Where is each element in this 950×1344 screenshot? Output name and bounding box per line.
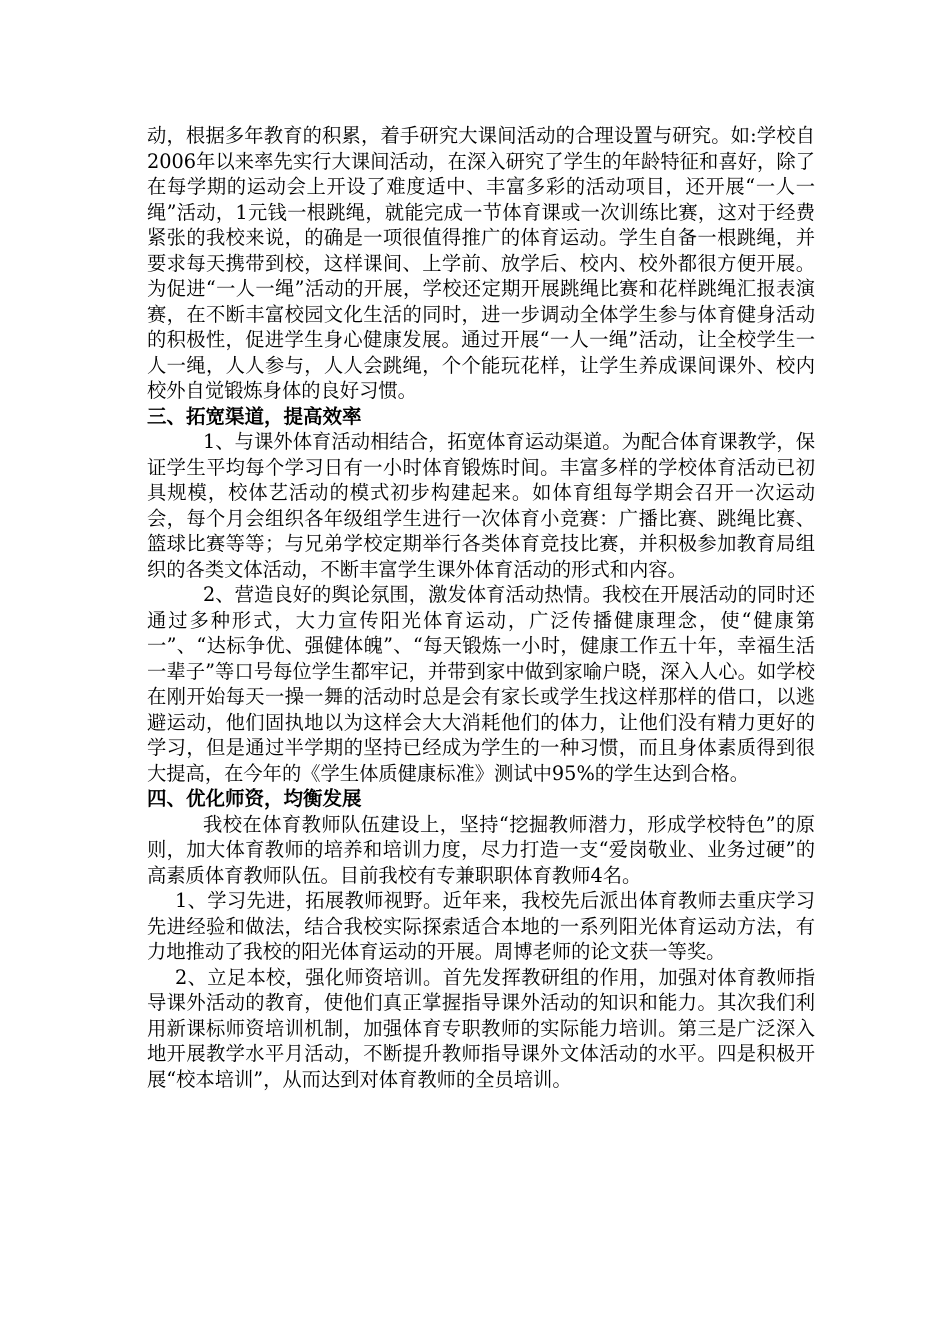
paragraph-intro: 动，根据多年教育的积累，着手研究大课间活动的合理设置与研究。如:学校自2006年以来率先实行大课间活动，在深入研究了学生的年龄特征和喜好，除了在每学期的运动会上开设了难度适中、丰富多彩的活动项目，还开展“一人一绳”活动，1元钱一根跳绳，就能完成一节体育课或一次训练比赛，这对于经费紧张的我校来说，的确是一项很值得推广的体育运动。学生自备一根跳绳，并要求每天携带到校，这样课间、上学前、放学后、校内、校外都很方便开展。为促进“一人一绳”活动的开展，学校还定期开展跳绳比赛和花样跳绳汇报表演赛，在不断丰富校园文化生活的同时，进一步调动全体学生参与体育健身活动的积极性，促进学生身心健康发展。通过开展“一人一绳”活动，让全校学生一人一绳，人人参与，人人会跳绳，个个能玩花样，让学生养成课间课外、校内校外自觉锻炼身体的良好习惯。 bbox=[147, 124, 815, 402]
section-heading-3: 三、拓宽渠道，提高效率 bbox=[147, 404, 362, 428]
paragraph-4-1: 1、学习先进，拓展教师视野。近年来，我校先后派出体育教师去重庆学习先进经验和做法，结合我校实际探索适合本地的一系列阳光体育运动方法，有力地推动了我校的阳光体育运动的开展。周博老师的论文获一等奖。 bbox=[147, 889, 815, 963]
paragraph-4-2: 2、立足本校，强化师资培训。首先发挥教研组的作用，加强对体育教师指导课外活动的教育，使他们真正掌握指导课外活动的知识和能力。其次我们利用新课标师资培训机制，加强体育专职教师的实际能力培训。第三是广泛深入地开展教学水平月活动，不断提升教师指导课外文体活动的水平。四是积极开展“校本培训”，从而达到对体育教师的全员培训。 bbox=[147, 965, 815, 1091]
section-heading-4: 四、优化师资，均衡发展 bbox=[147, 787, 362, 810]
paragraph-3-1: 1、与课外体育活动相结合，拓宽体育运动渠道。为配合体育课教学，保证学生平均每个学习日有一小时体育锻炼时间。丰富多样的学校体育活动已初具规模，校体艺活动的模式初步构建起来。如体育组每学期会召开一次运动会，每个月会组织各年级组学生进行一次体育小竞赛：广播比赛、跳绳比赛、篮球比赛等等；与兄弟学校定期举行各类体育竞技比赛，并积极参加教育局组织的各类文体活动，不断丰富学生课外体育活动的形式和内容。 bbox=[147, 430, 815, 581]
paragraph-4-intro: 我校在体育教师队伍建设上，坚持“挖掘教师潜力，形成学校特色”的原则，加大体育教师的培养和培训力度，尽力打造一支“爱岗敬业、业务过硬”的高素质体育教师队伍。目前我校有专兼职职体育教师4名。 bbox=[147, 812, 815, 887]
paragraph-3-2: 2、营造良好的舆论氛围，激发体育活动热情。我校在开展活动的同时还通过多种形式，大力宣传阳光体育运动，广泛传播健康理念，使“健康第一”、“达标争优、强健体魄”、“每天锻炼一小时，健康工作五十年，幸福生活一辈子”等口号每位学生都牢记，并带到家中做到家喻户晓，深入人心。如学校在刚开始每天一操一舞的活动时总是会有家长或学生找这样那样的借口，以逃避运动，他们固执地以为这样会大大消耗他们的体力，让他们没有精力更好的学习，但是通过半学期的坚持已经成为学生的一种习惯，而且身体素质得到很大提高，在今年的《学生体质健康标准》测试中95%的学生达到合格。 bbox=[147, 583, 815, 785]
document-body bbox=[147, 123, 815, 1092]
